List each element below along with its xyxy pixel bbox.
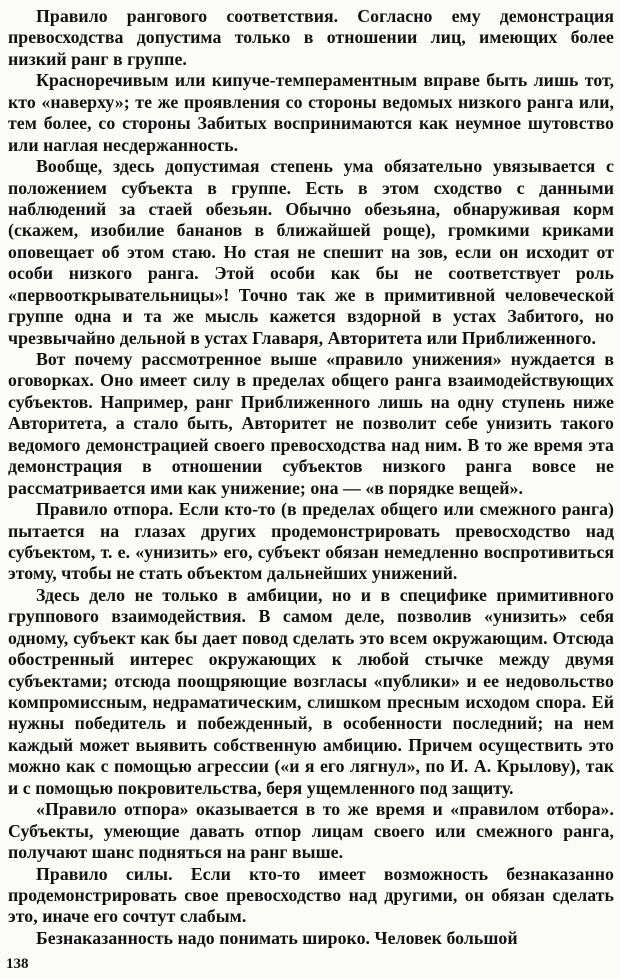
paragraph-humiliation-rule [8,349,614,499]
heading-strength-rule: Правило силы. [36,863,173,884]
paragraph-text: Безнаказанность надо понимать широко. Человек большой [36,927,518,948]
paragraph-text: Согласно ему демонстрация превосходства допустима только в отношении лиц, имеющих более низкий ранг в группе. [8,6,614,69]
paragraph-rebuff-rule [8,499,614,585]
paragraph-text: Здесь дело не только в амбиции, но и в специфике примитивного группового взаимодействия. В самом деле, позволив «унизить» себя одному, субъект как бы дает повод сделать это всем окружающим. Отсюда обостренный интерес окружающих к любой стычке между двумя субъектами; отсюда поощряющие возгласы «публики» и ее недовольство компромиссным, недраматическим, слишком пресным исходом спора. Ей нужны победитель и побежденный, в особенности последний; на нем каждый может выявить собственную амбицию. Причем осуществить это можно как с помощью агрессии («и я его лягнул», по И. А. Крылову), так и с помощью покровительства, беря ущемленного под защиту. [8,584,614,798]
paragraph-text: Если кто-то (в пределах общего или смежного ранга) пытается на глазах других продемонстрировать превосходство над субъектом, т. е. «унизить» его, субъект обязан немедленно воспротивиться этому, чтобы не стать объектом дальнейших унижений. [8,499,614,584]
paragraph-text: Вот почему рассмотренное выше «правило унижения» нуждается в оговорках. Оно имеет силу в пределах общего ранга взаимодействующих субъектов. Например, ранг Приближенного лишь на одну ступень ниже Авторитета, а стало быть, Авторитет не позволит себе унизить такого ведомого демонстрацией своего превосходства над ним. В то же время эта демонстрация в отношении субъектов низкого ранга вовсе не рассматривается ими как унижение; она — «в порядке вещей». [8,349,614,498]
paragraph-ambition [8,585,614,799]
heading-rebuff-rule: Правило отпора. [36,499,174,520]
body-text [8,6,614,949]
paragraph-strength-rule [8,864,614,928]
paragraph-text: Вообще, здесь допустимая степень ума обязательно увязывается с положением субъекта в группе. Есть в этом сходство с данными наблюдений за стаей обезьян. Обычно обезьяна, обнаруживая корм (скажем, изобилие бананов в ближайшей роще), громкими криками оповещает об этом стаю. Но стая не спешит на зов, если он исходит от особи низкого ранга. Этой особи как бы не соответствует роль «первооткрывательницы»! Точно так же в примитивной человеческой группе одна и та же мысль кажется вздорной в устах Забитого, но чрезвычайно дельной в устах Главаря, Авторитета или Приближенного. [8,156,614,348]
paragraph-rank-correspondence [8,6,614,70]
paragraph-text: Красноречивым или кипуче-темпераментным вправе быть лишь тот, кто «наверху»; те же проявления со стороны ведомых низкого ранга или, тем более, со стороны Забитых воспринимаются как неумное шутовство или наглая несдержанность. [8,70,614,155]
heading-rank-correspondence: Правило рангового соответствия. [36,6,339,26]
paragraph-selection-rule [8,799,614,863]
page-number: 138 [6,956,29,972]
paragraph-eloquence [8,70,614,156]
paragraph-text: Если кто-то имеет возможность безнаказанно продемонстрировать свое превосходство над другими, он обязан сделать это, иначе его сочтут слабым. [8,863,614,927]
paragraph-monkeys [8,156,614,349]
paragraph-impunity [8,928,614,949]
paragraph-text: «Правило отпора» оказывается в то же время и «правилом отбора». Субъекты, умеющие давать отпор лицам своего или смежного ранга, получают шанс подняться на ранг выше. [8,799,614,863]
